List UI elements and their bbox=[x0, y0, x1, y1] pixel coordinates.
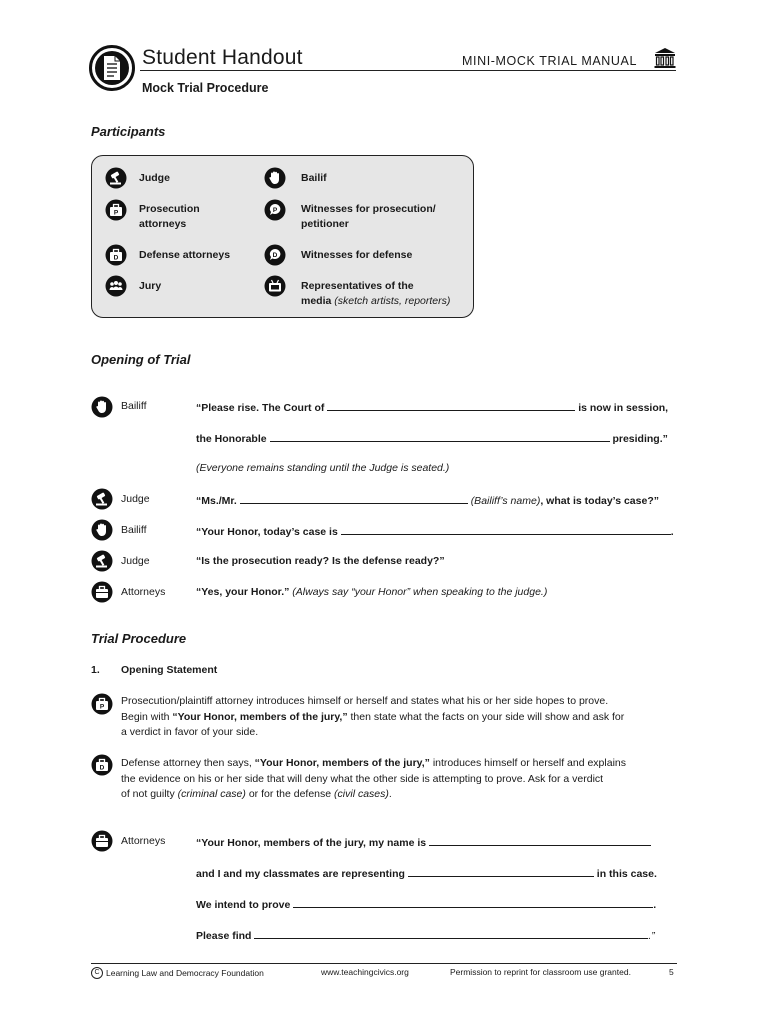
blank-line[interactable] bbox=[408, 865, 594, 877]
page-subtitle: Mock Trial Procedure bbox=[142, 81, 269, 95]
opening-note: (Everyone remains standing until the Judge is seated.) bbox=[196, 462, 450, 474]
footer-permission: Permission to reprint for classroom use granted. bbox=[450, 967, 631, 977]
briefcase-p-icon bbox=[91, 693, 113, 715]
briefcase-icon bbox=[91, 830, 113, 852]
opening-line-7: “Yes, your Honor.” (Always say “your Honor” when speaking to the judge.) bbox=[196, 586, 548, 598]
participants-heading: Participants bbox=[91, 124, 166, 139]
hand-icon bbox=[264, 167, 286, 189]
footer-rule bbox=[91, 963, 677, 964]
blank-line[interactable] bbox=[270, 430, 610, 442]
participant-bailif: Bailif bbox=[301, 172, 327, 184]
jury-icon bbox=[105, 275, 127, 297]
briefcase-icon bbox=[91, 581, 113, 603]
attorneys-line-4: Please find .” bbox=[196, 927, 655, 945]
header-rule bbox=[140, 70, 676, 71]
participant-witness-prosecution: Witnesses for prosecution/ petitioner bbox=[301, 203, 436, 230]
briefcase-d-icon bbox=[91, 754, 113, 776]
step-title: Opening Statement bbox=[121, 664, 218, 676]
briefcase-d-icon bbox=[105, 244, 127, 266]
defense-paragraph: Defense attorney then says, “Your Honor, members of the jury,” introduces himself or herself and explains the evidence on his or her side that will deny what the other side is attempting to prove. Ask for a verdict of not guilty (criminal case) or for the defense (civil cases). bbox=[121, 757, 626, 800]
opening-line-1: “Please rise. The Court of is now in session, bbox=[196, 399, 668, 417]
participant-media: Representatives of the media (sketch artists, reporters) bbox=[301, 280, 451, 307]
speaker-label: Judge bbox=[121, 555, 150, 567]
opening-line-4: “Ms./Mr. (Bailiff’s name), what is today’s case?” bbox=[196, 492, 659, 510]
blank-line[interactable] bbox=[293, 896, 653, 908]
tv-icon bbox=[264, 275, 286, 297]
document-icon bbox=[89, 45, 135, 91]
hand-icon bbox=[91, 396, 113, 418]
blank-line[interactable] bbox=[240, 492, 468, 504]
speaker-label: Judge bbox=[121, 493, 150, 505]
speech-d-icon bbox=[264, 244, 286, 266]
courthouse-icon bbox=[653, 47, 677, 69]
blank-line[interactable] bbox=[429, 834, 651, 846]
attorneys-line-3: We intend to prove . bbox=[196, 896, 656, 914]
attorneys-line-1: “Your Honor, members of the jury, my name is bbox=[196, 834, 651, 852]
speaker-label: Attorneys bbox=[121, 835, 166, 847]
manual-title: MINI-MOCK TRIAL MANUAL bbox=[462, 54, 638, 68]
prosecution-paragraph: Prosecution/plaintiff attorney introduces himself or herself and states what his or her side hopes to prove. Begin with “Your Honor, members of the jury,” then state what the facts on your side will show and ask for a verdict in favor of your side. bbox=[121, 695, 625, 738]
footer-url[interactable]: www.teachingcivics.org bbox=[321, 967, 409, 977]
page-title: Student Handout bbox=[142, 46, 303, 69]
gavel-icon bbox=[91, 550, 113, 572]
copyright-icon: C bbox=[91, 967, 103, 979]
blank-line[interactable] bbox=[327, 399, 575, 411]
step-number: 1. bbox=[91, 664, 100, 676]
speaker-label: Bailiff bbox=[121, 524, 147, 536]
participant-witness-defense: Witnesses for defense bbox=[301, 249, 413, 261]
participant-prosecution: Prosecution attorneys bbox=[139, 203, 200, 230]
participant-judge: Judge bbox=[139, 172, 170, 184]
participant-jury: Jury bbox=[139, 280, 162, 292]
participant-defense: Defense attorneys bbox=[139, 249, 231, 261]
hand-icon bbox=[91, 519, 113, 541]
speaker-label: Attorneys bbox=[121, 586, 166, 598]
opening-line-2: the Honorable presiding.” bbox=[196, 430, 668, 448]
gavel-icon bbox=[105, 167, 127, 189]
opening-heading: Opening of Trial bbox=[91, 352, 191, 367]
gavel-icon bbox=[91, 488, 113, 510]
speaker-label: Bailiff bbox=[121, 400, 147, 412]
speech-p-icon bbox=[264, 199, 286, 221]
blank-line[interactable] bbox=[341, 523, 671, 535]
briefcase-p-icon bbox=[105, 199, 127, 221]
page-number: 5 bbox=[669, 967, 674, 977]
procedure-heading: Trial Procedure bbox=[91, 631, 187, 646]
opening-line-5: “Your Honor, today’s case is . bbox=[196, 523, 674, 541]
attorneys-line-2: and I and my classmates are representing in this case. bbox=[196, 865, 657, 883]
opening-line-6: “Is the prosecution ready? Is the defense ready?” bbox=[196, 555, 445, 567]
footer-org: C Learning Law and Democracy Foundation bbox=[91, 967, 264, 979]
blank-line[interactable] bbox=[254, 927, 648, 939]
